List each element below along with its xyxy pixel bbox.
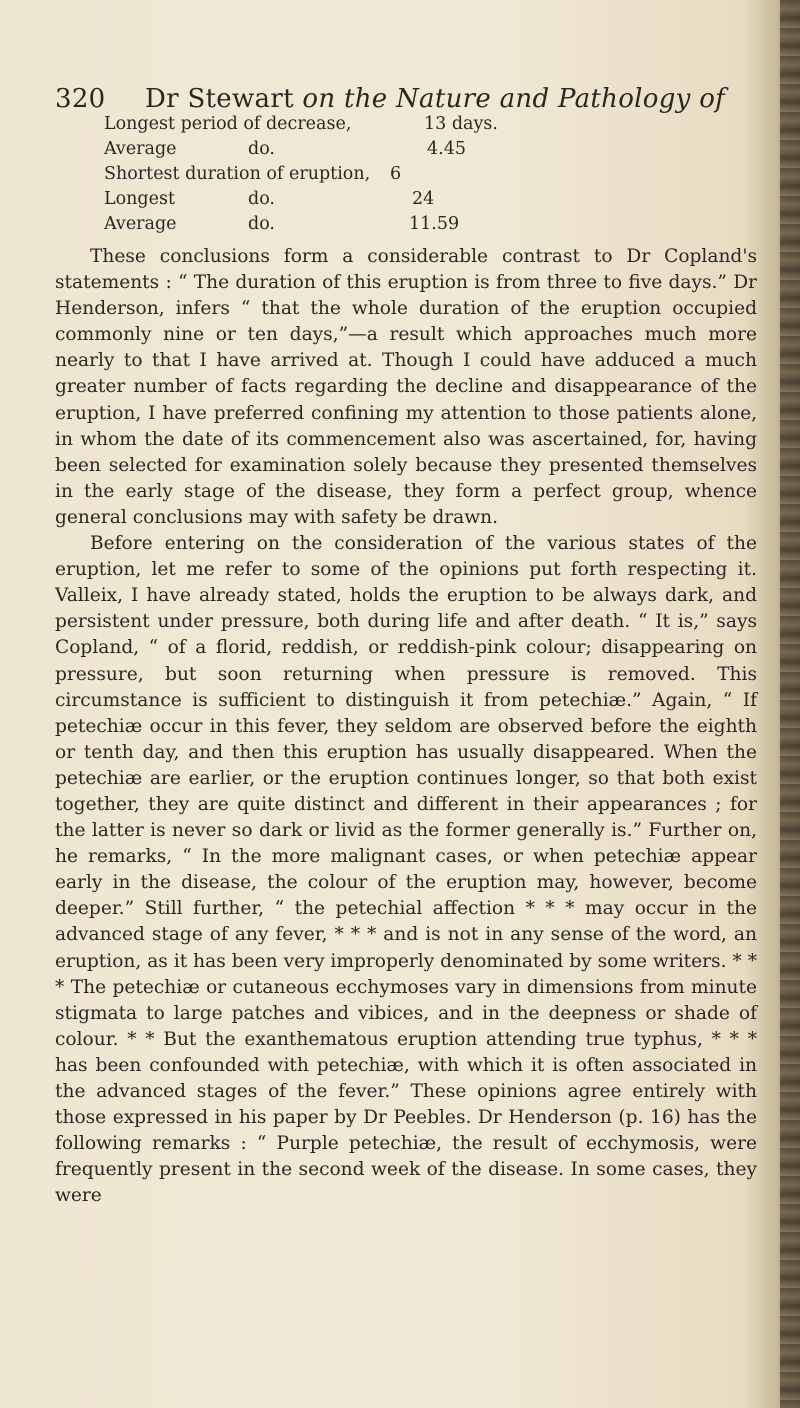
row-value: 4.45 — [427, 139, 466, 159]
table-row — [104, 212, 664, 237]
row-ref: do. — [248, 189, 275, 209]
row-label: Average — [104, 139, 177, 159]
row-label: Longest — [104, 189, 175, 209]
row-value: 24 — [412, 189, 435, 209]
table-row — [104, 137, 664, 162]
row-label: Average — [104, 214, 177, 234]
page-edge-shadow — [780, 0, 800, 1408]
running-title — [145, 84, 725, 114]
table-row — [104, 187, 664, 212]
row-ref: do. — [248, 139, 275, 159]
running-title-prefix: Dr Stewart — [145, 84, 303, 114]
row-value: 6 — [390, 164, 402, 184]
paragraph: These conclusions form a considerable contrast to Dr Copland's statements : “ The duration of this eruption is from three to five days.” Dr Henderson, infers “ that the whole duration of the eruption occupied commonly nine or ten days,”—a result which approaches much more nearly to that I have arrived at. Though I could have adduced a much greater number of facts regarding the decline and disappearance of the eruption, I have preferred confining my attention to those patients alone, in whom the date of its commencement also was ascertained, for, having been selected for examination solely because they presented themselves in the early stage of the disease, they form a perfect group, whence general conclusions may with safety be drawn. — [55, 246, 757, 528]
running-title-italic: on the Nature and Pathology of — [302, 84, 726, 114]
row-label: Longest period of decrease, — [104, 114, 352, 134]
row-value: 11.59 — [409, 214, 460, 234]
row-label: Shortest duration of eruption, — [104, 164, 371, 184]
table-row — [104, 112, 664, 137]
row-value: 13 days. — [424, 114, 498, 134]
duration-table — [104, 112, 664, 237]
row-ref: do. — [248, 214, 275, 234]
page-number: 320 — [55, 84, 106, 114]
paragraph: Before entering on the consideration of the various states of the eruption, let me refer to some of the opinions put forth respecting it. Valleix, I have already stated, holds the eruption to be always dark, and persistent under pressure, both during life and after death. “ It is,” says Copland, “ of a florid, reddish, or reddish-pink colour; disappearing on pressure, but soon returning when pressure is removed. This circumstance is sufficient to distinguish it from petechiæ.” Again, “ If petechiæ occur in this fever, they seldom are observed before the eighth or tenth day, and then this eruption has usually disappeared. When the petechiæ are earlier, or the eruption continues longer, so that both exist together, they are quite distinct and different in their appearances ; for the latter is never so dark or livid as the former generally is.” Further on, he remarks, “ In the more malignant cases, or when petechiæ appear early in the disease, the colour of the eruption may, however, become deeper.” Still further, “ the petechial affection * * * may occur in the advanced stage of any fever, * * * and is not in any sense of the word, an eruption, as it has been very improperly denominated by some writers. * * * The petechiæ or cutaneous ecchymoses vary in dimensions from minute stigmata to large patches and vibices, and in the deepness or shade of colour. * * But the exanthematous eruption attending true typhus, * * * has been confounded with petechiæ, with which it is often associated in the advanced stages of the fever.” These opinions agree entirely with those expressed in his paper by Dr Peebles. Dr Henderson (p. 16) has the following remarks : “ Purple petechiæ, the result of ecchymosis, were frequently present in the second week of the disease. In some cases, they were — [55, 533, 757, 1207]
table-row — [104, 162, 664, 187]
body-text — [55, 244, 757, 1209]
